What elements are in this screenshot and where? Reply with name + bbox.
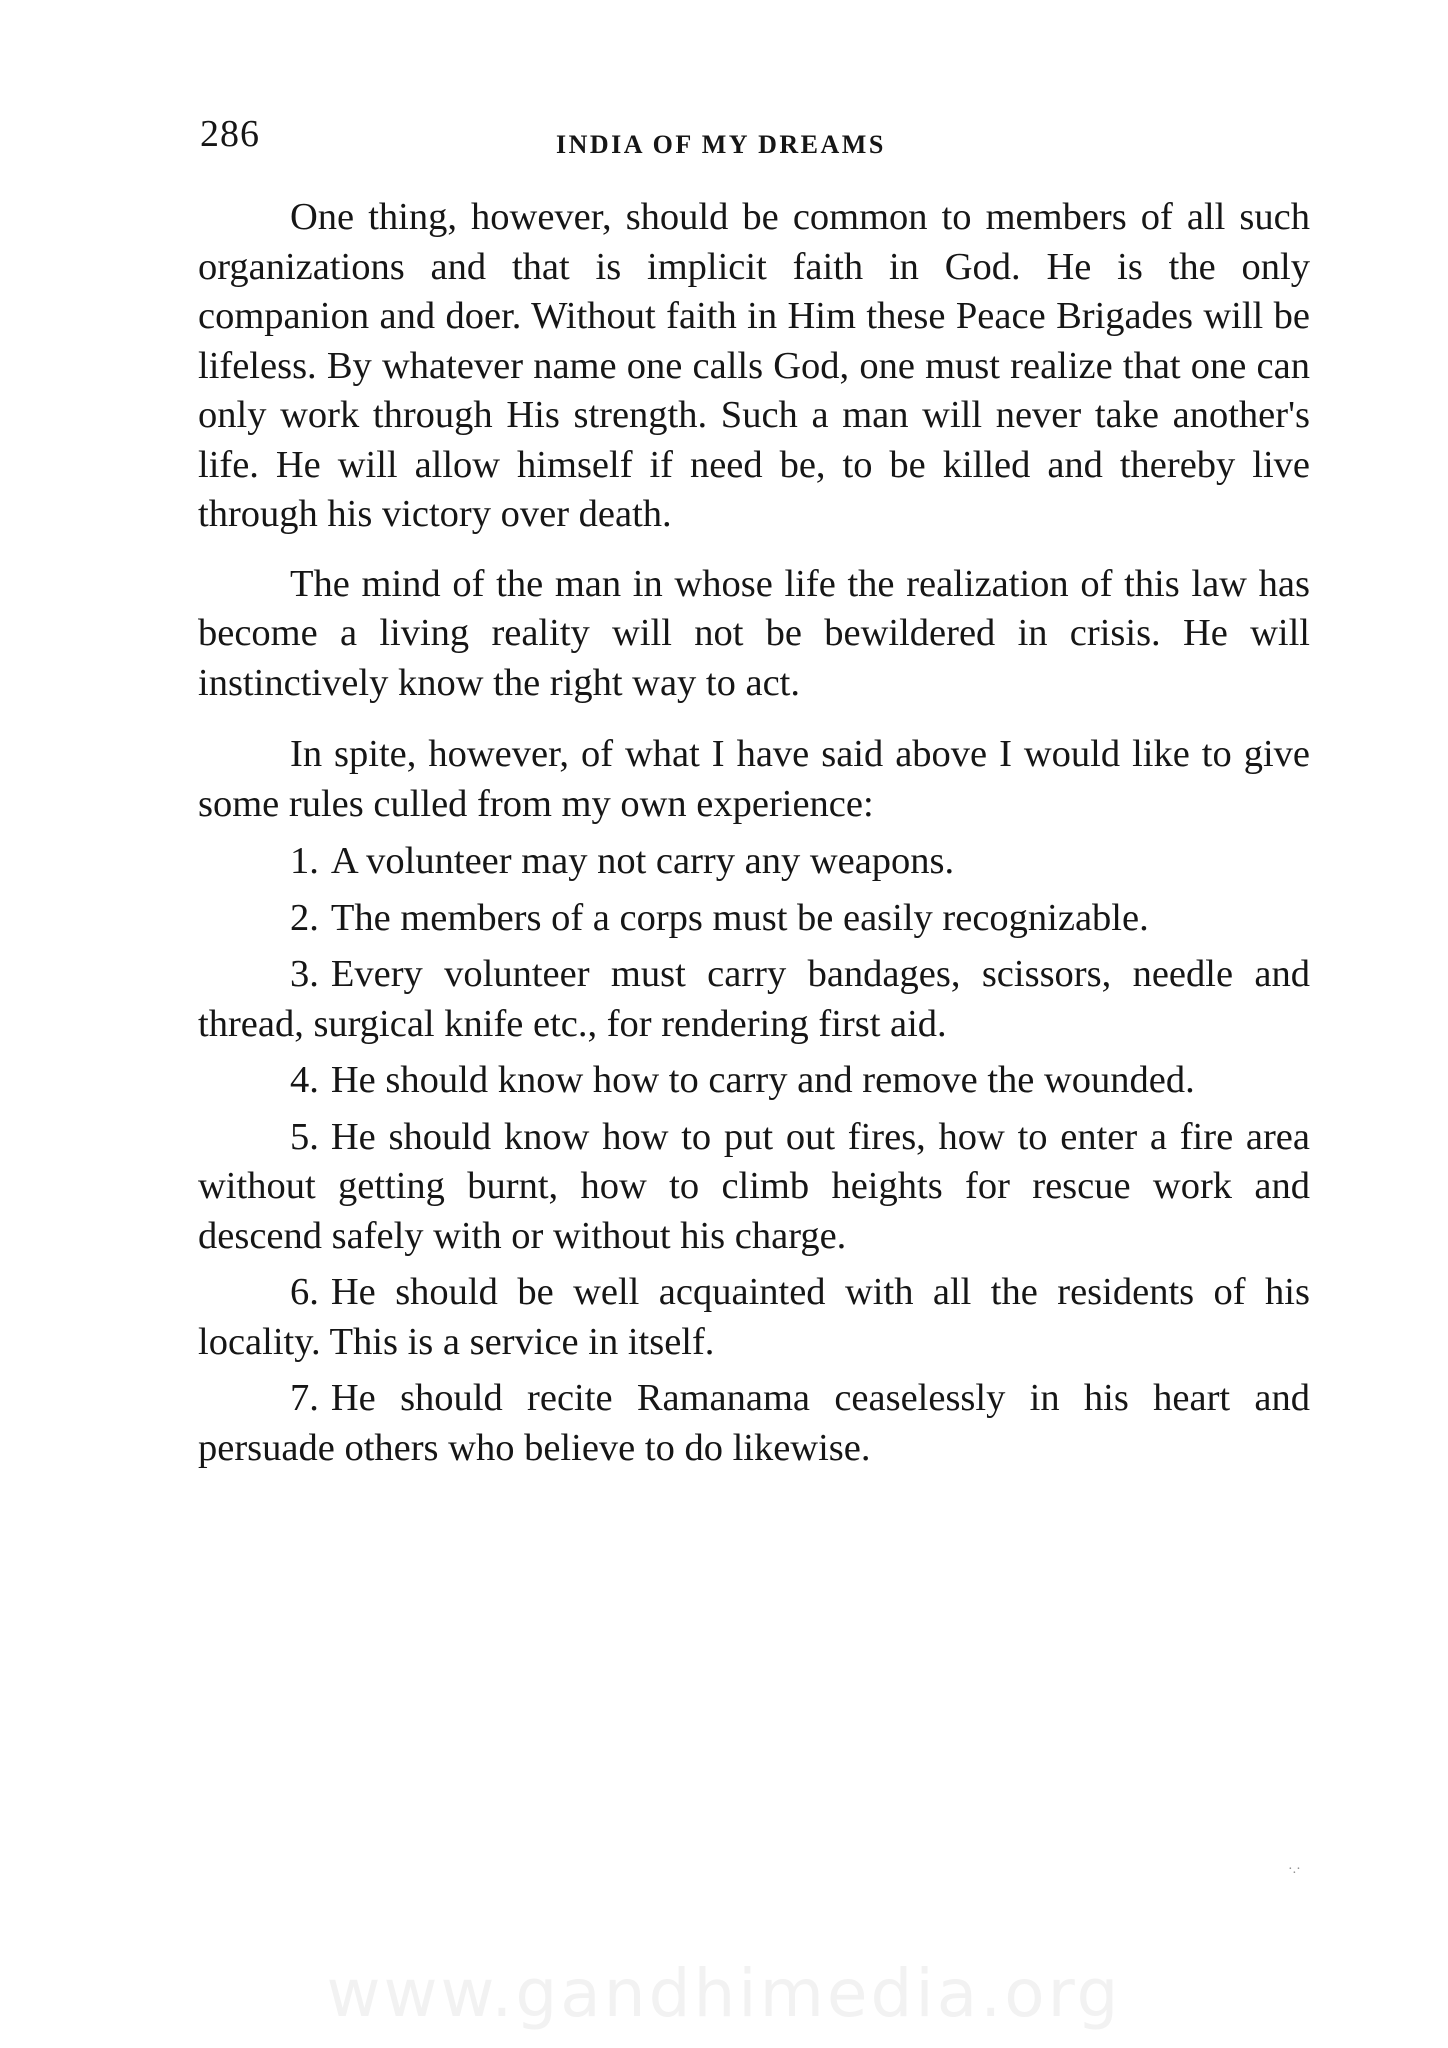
rule-text: He should know how to put out fires, how to enter a fire area without getting burnt, how to climb heights for rescue work and descend safely with or without his charge.	[198, 1115, 1310, 1257]
rule-text: Every volunteer must carry bandages, scissors, needle and thread, surgical knife etc., for rendering first aid.	[198, 953, 1310, 1045]
rule-item	[198, 1056, 1310, 1106]
rule-item	[198, 837, 1310, 887]
paragraph-faith-in-god: One thing, however, should be common to members of all such organizations and that is implicit faith in God. He is the only companion and doer. Without faith in Him these Peace Brigades will be lifeless. By whatever name one calls God, one must realize that one can only work through His strength. Such a man will never take another's life. He will allow himself if need be, to be killed and thereby live through his victory over death.	[198, 196, 1310, 535]
rule-number: 7.	[290, 1377, 319, 1419]
rule-text: A volunteer may not carry any weapons.	[330, 840, 955, 882]
body-text	[198, 193, 1310, 1480]
page-header	[200, 112, 1320, 172]
rule-number: 3.	[290, 953, 319, 995]
scan-speck: ·.·	[1288, 1862, 1301, 1877]
rule-text: He should know how to carry and remove the wounded.	[330, 1059, 1195, 1101]
rule-item	[198, 1113, 1310, 1262]
rule-item	[198, 950, 1310, 1049]
paragraph-rules-intro: In spite, however, of what I have said above I would like to give some rules culled from my own experience:	[198, 733, 1310, 825]
rule-item	[198, 894, 1310, 944]
rule-item	[198, 1374, 1310, 1473]
rule-number: 1.	[290, 840, 319, 882]
rule-text: The members of a corps must be easily recognizable.	[330, 896, 1149, 939]
rule-number: 2.	[290, 896, 319, 939]
rule-number: 6.	[290, 1271, 319, 1313]
watermark: www.gandhimedia.org	[326, 1955, 1122, 2032]
running-head: INDIA OF MY DREAMS	[556, 130, 886, 159]
rule-number: 4.	[290, 1059, 319, 1101]
paragraph-mind-of-man: The mind of the man in whose life the realization of this law has become a living reality will not be bewildered in crisis. He will instinctively know the right way to act.	[198, 562, 1310, 704]
page-number: 286	[200, 113, 260, 155]
rule-text: He should recite Ramanama ceaselessly in his heart and persuade others who believe to do likewise.	[198, 1377, 1310, 1469]
rule-number: 5.	[290, 1115, 319, 1158]
rule-item	[198, 1268, 1310, 1367]
rule-text: He should be well acquainted with all the residents of his locality. This is a service in itself.	[198, 1271, 1310, 1363]
